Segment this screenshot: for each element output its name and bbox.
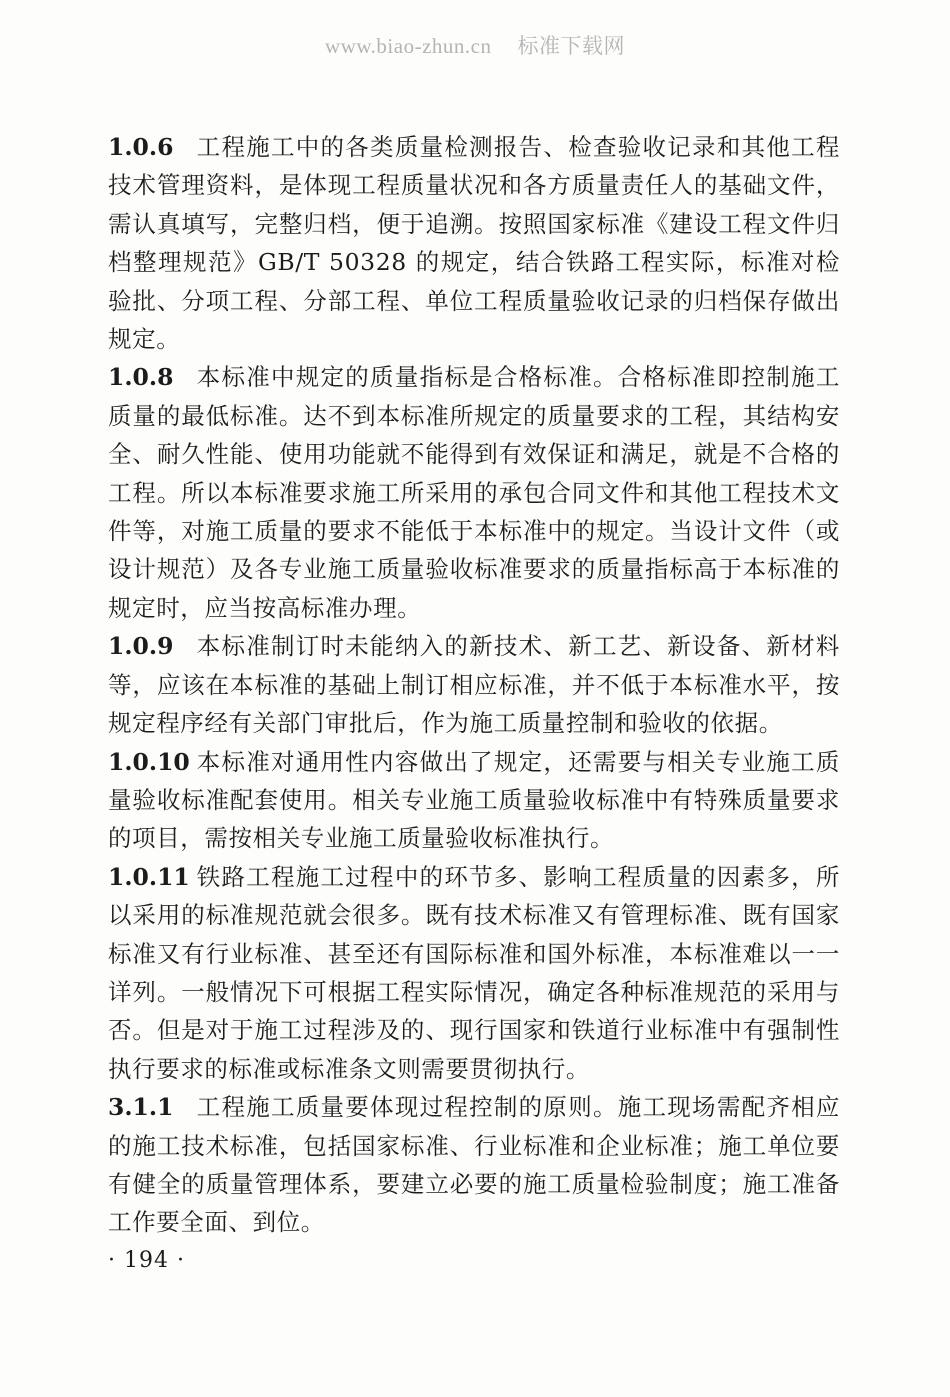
clause-1-0-10 xyxy=(108,743,840,858)
clause-number: 1.0.8 xyxy=(108,363,174,392)
clause-1-0-8 xyxy=(108,358,840,627)
clause-text: 工程施工质量要体现过程控制的原则。施工现场需配齐相应的施工技术标准，包括国家标准、行业标准和企业标准；施工单位要有健全的质量管理体系，要建立必要的施工质量检验制度；施工准备工作要全面、到位。 xyxy=(108,1093,840,1237)
clause-text: 工程施工中的各类质量检测报告、检查验收记录和其他工程技术管理资料，是体现工程质量状况和各方质量责任人的基础文件，需认真填写，完整归档，便于追溯。按照国家标准《建设工程文件归档整理规范》GB/T 50328 的规定，结合铁路工程实际，标准对检验批、分项工程、分部工程、单位工程质量验收记录的归档保存做出规定。 xyxy=(108,133,840,354)
clause-1-0-9 xyxy=(108,627,840,742)
clause-1-0-11 xyxy=(108,858,840,1088)
clause-number: 3.1.1 xyxy=(108,1093,174,1122)
clause-text: 本标准中规定的质量指标是合格标准。合格标准即控制施工质量的最低标准。达不到本标准所规定的质量要求的工程，其结构安全、耐久性能、使用功能就不能得到有效保证和满足，就是不合格的工程。所以本标准要求施工所采用的承包合同文件和其他工程技术文件等，对施工质量的要求不能低于本标准中的规定。当设计文件（或设计规范）及各专业施工质量验收标准要求的质量指标高于本标准的规定时，应当按高标准办理。 xyxy=(108,363,840,622)
clause-text: 铁路工程施工过程中的环节多、影响工程质量的因素多，所以采用的标准规范就会很多。既有技术标准又有管理标准、既有国家标准又有行业标准、甚至还有国际标准和国外标准，本标准难以一一详列。一般情况下可根据工程实际情况，确定各种标准规范的采用与否。但是对于施工过程涉及的、现行国家和铁道行业标准中有强制性执行要求的标准或标准条文则需要贯彻执行。 xyxy=(108,862,840,1083)
clause-text: 本标准对通用性内容做出了规定，还需要与相关专业施工质量验收标准配套使用。相关专业施工质量验收标准中有特殊质量要求的项目，需按相关专业施工质量验收标准执行。 xyxy=(108,747,840,853)
watermark xyxy=(0,30,950,60)
clause-1-0-6 xyxy=(108,128,840,358)
clause-text: 本标准制订时未能纳入的新技术、新工艺、新设备、新材料等，应该在本标准的基础上制订相应标准，并不低于本标准水平，按规定程序经有关部门审批后，作为施工质量控制和验收的依据。 xyxy=(108,632,840,738)
clause-number: 1.0.11 xyxy=(108,862,190,891)
watermark-site-name: 标准下载网 xyxy=(517,34,625,58)
clause-number: 1.0.10 xyxy=(108,747,190,776)
clause-3-1-1 xyxy=(108,1088,840,1242)
page-number: · 194 · xyxy=(108,1248,185,1273)
document-body xyxy=(108,128,840,1242)
watermark-url: www.biao-zhun.cn xyxy=(325,34,492,58)
clause-number: 1.0.9 xyxy=(108,632,174,661)
clause-number: 1.0.6 xyxy=(108,133,174,161)
